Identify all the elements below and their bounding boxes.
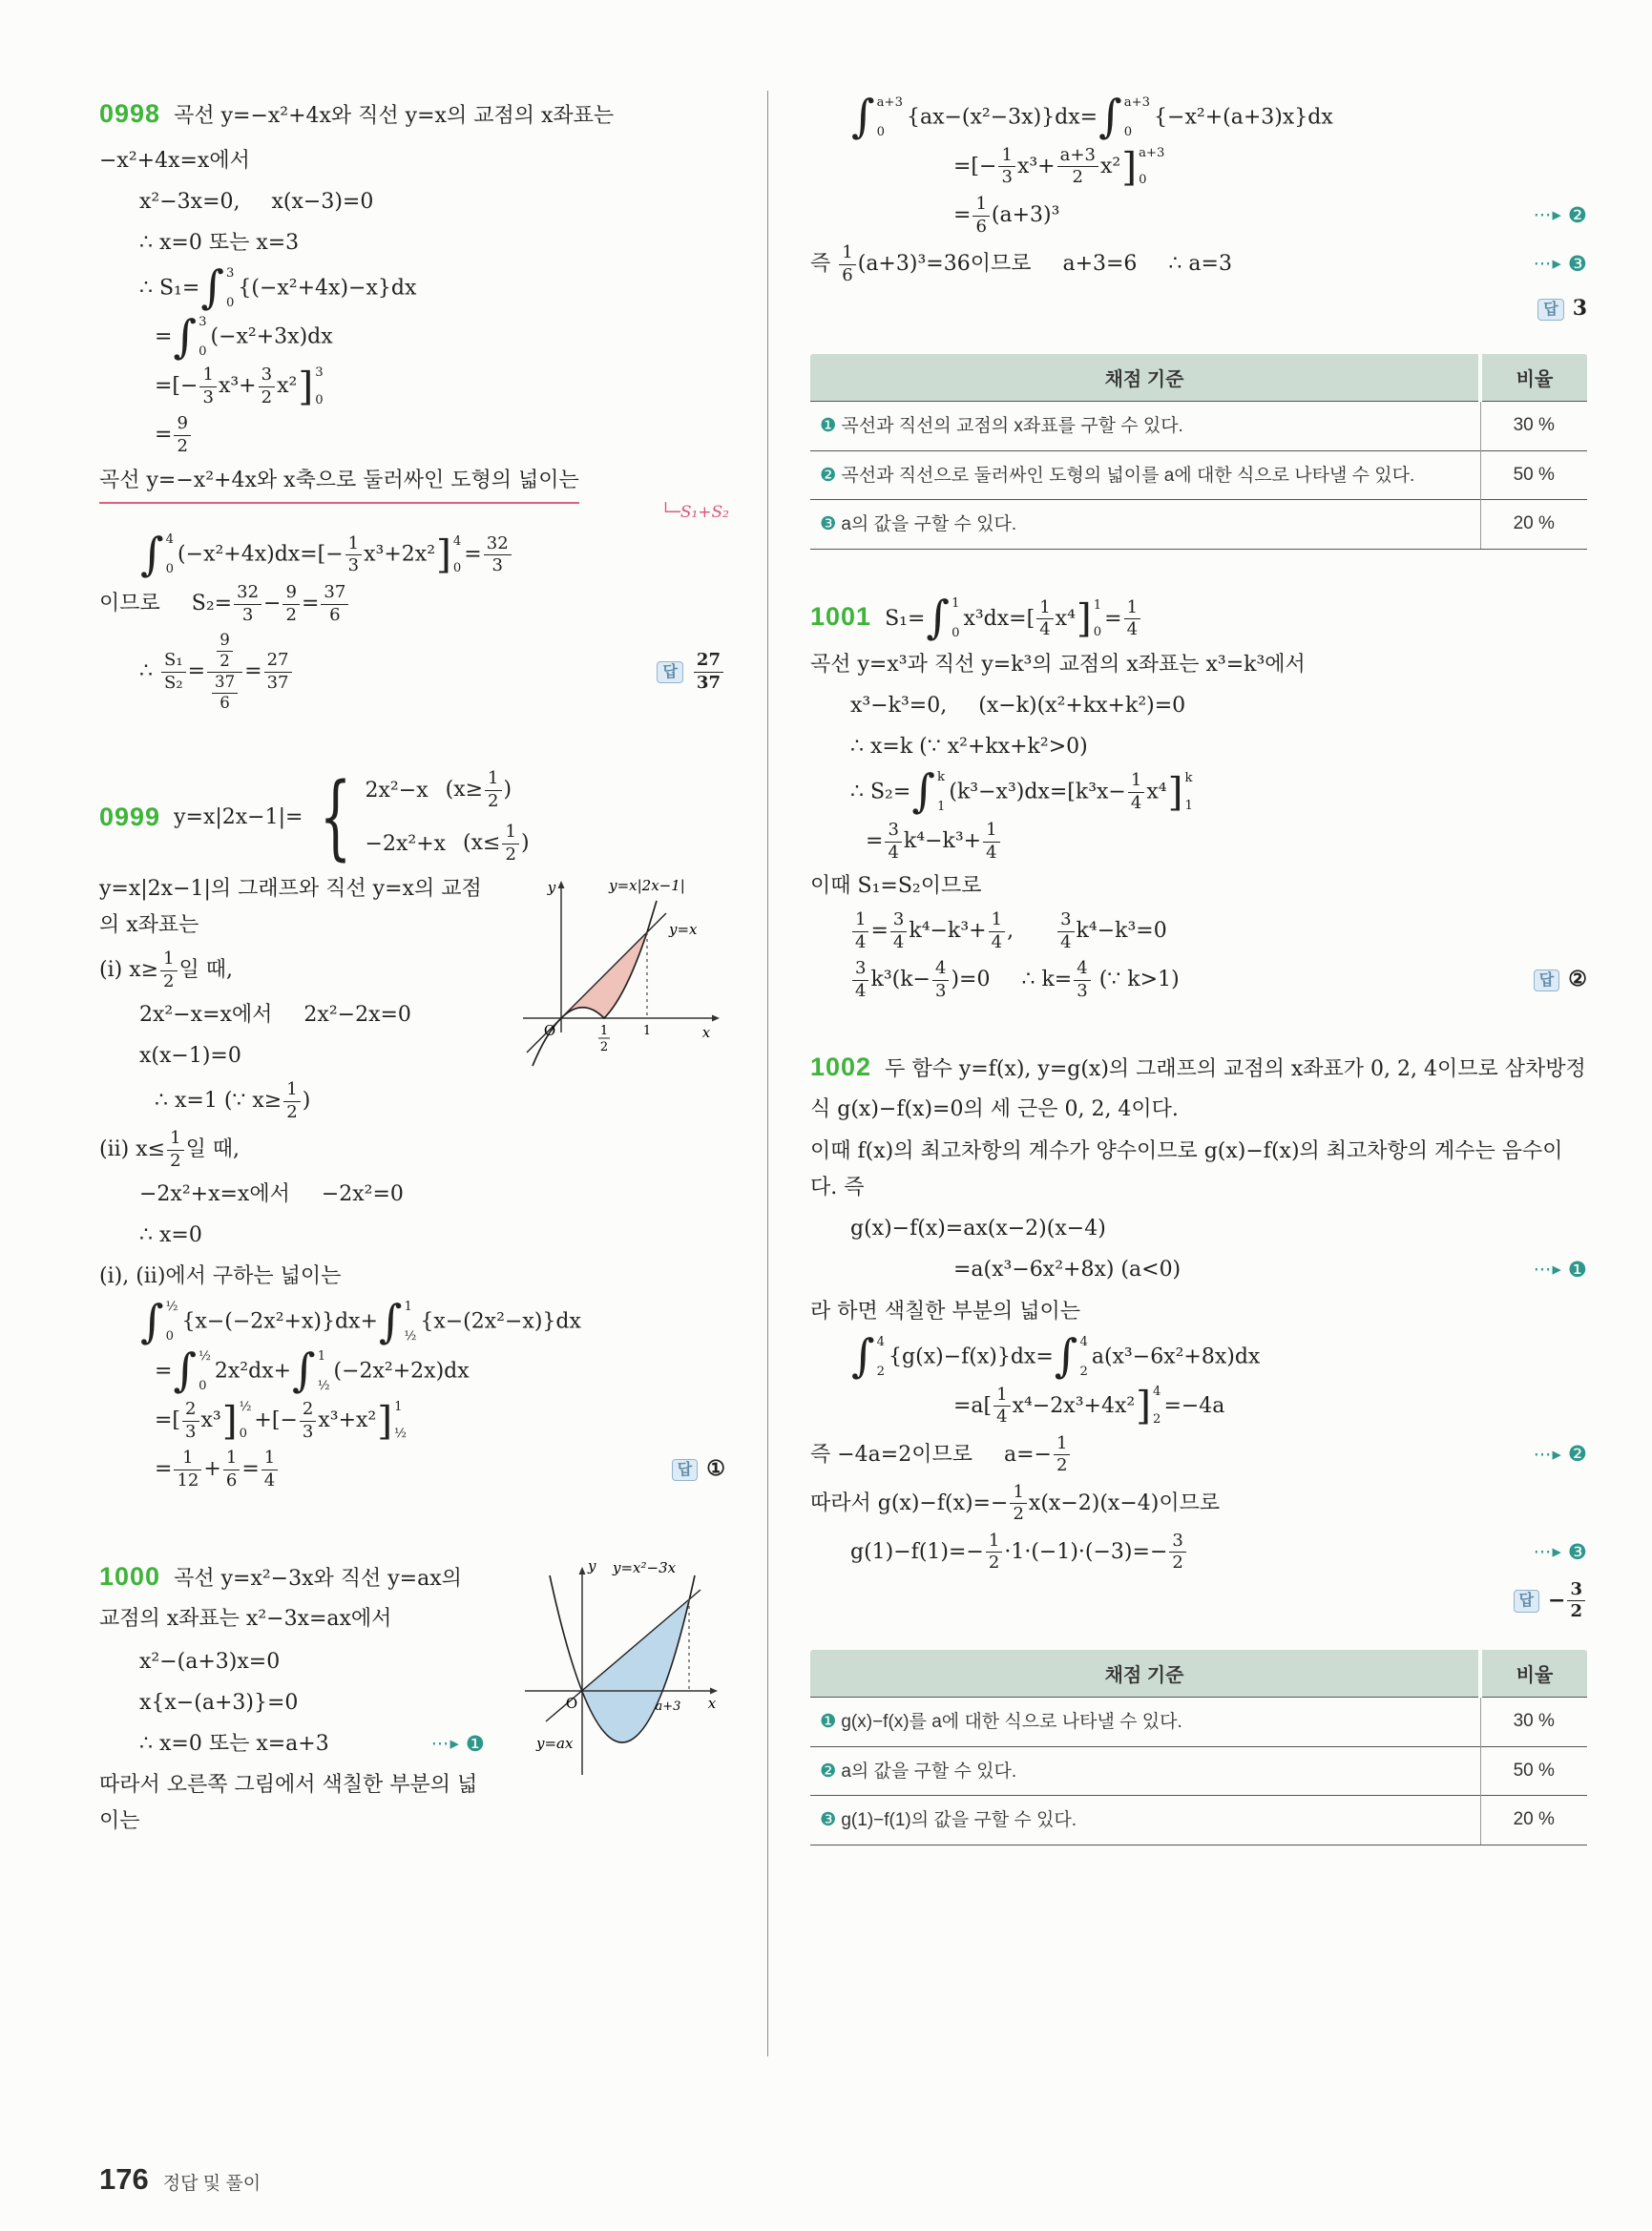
grading-table-header [810,354,1587,402]
line-text: −x²+4x=x에서 [99,148,250,173]
solution-line [810,242,1587,286]
footer-label: 정답 및 풀이 [162,2174,261,2194]
problem-number: 1001 [810,601,872,631]
line-text: 즉 $\frac{1}{6}$ (a+3)³=36이므로 a+3=6 ∴ a=3 [810,242,1232,285]
solution-line [139,1685,485,1721]
answer [1500,1579,1587,1623]
svg-text:y=ax: y=ax [536,1735,574,1753]
ratio-cell: 30 % [1480,402,1587,451]
problem-0999 [99,762,725,1496]
svg-text:2: 2 [599,1040,609,1055]
figure-0999-graph [504,875,725,1074]
solution-line [139,528,725,581]
solution-line [155,1399,725,1443]
problem-0999-heading [99,762,725,870]
step-number-icon: ❸ [1567,251,1587,277]
svg-text:x: x [707,1695,717,1713]
problem-1000 [99,1553,725,1844]
criteria-row [810,450,1587,500]
solution-lines [99,143,729,714]
line-text: x{x−(a+3)}=0 [139,1690,299,1715]
problem-number: 1002 [810,1053,872,1082]
step-number-icon: ❷ [820,1759,837,1782]
region-annotation: └─ S₁+S₂ [660,499,729,527]
step-number-icon: ❸ [1567,1539,1587,1565]
solution-line [99,1767,485,1840]
line-text: −2x²+x=x에서 −2x²=0 [139,1182,404,1207]
solution-line [850,909,1587,953]
step-number-icon: ❷ [1567,202,1587,228]
step-number-icon: ❶ [465,1731,485,1757]
solution-line [810,1579,1587,1623]
solution-line [810,647,1587,683]
line-text: ∴ S₁= ∫ 3 0 {(−x²+4x)−x}dx [139,261,417,314]
grading-table-1002 [810,1650,1587,1845]
solution-line [953,1252,1587,1289]
step-number-icon: ❷ [1567,1442,1587,1468]
answer [1524,291,1587,327]
criteria-row [810,402,1587,451]
solution-line [139,997,492,1033]
line-text: 이때 S₁=S₂이므로 [810,874,982,899]
problem-0998 [99,91,729,713]
solution-line [810,1482,1587,1526]
solution-line [810,291,1587,327]
step-number-icon: ❸ [820,1808,837,1831]
line-text: 이때 f(x)의 최고차항의 계수가 양수이므로 g(x)−f(x)의 최고차항의 계수는 음수이다. 즉 [810,1139,1563,1200]
criteria-cell: ❶ g(x)−f(x)를 a에 대한 식으로 나타낼 수 있다. [810,1698,1480,1747]
answer [1520,962,1587,998]
line-text: x³−k³=0, (x−k)(x²+kx+k²)=0 [850,694,1186,719]
solution-line [139,225,725,261]
step-dots: ⋯▸ [1533,1444,1562,1465]
solution-line [850,729,1587,765]
criteria-cell: ❷ a의 값을 구할 수 있다. [810,1746,1480,1796]
solution-line [850,688,1587,724]
solution-line [850,958,1587,1002]
ratio-cell: 50 % [1480,450,1587,500]
line-text: ∫ 4 0 (−x²+4x)dx=[− $\frac{1}{3}$ x³+2x² ] 4 0 = $\frac{32}{3}$ [139,532,725,577]
svg-text:x: x [701,1024,711,1042]
step-dots: ⋯▸ [1533,1260,1562,1281]
solution-line [810,1134,1587,1206]
step-dots: ⋯▸ [1533,204,1562,225]
line-text: 따라서 오른쪽 그림에서 색칠한 부분의 넓이는 [99,1773,478,1833]
line-text: = $\frac{9}{2}$ [155,413,725,457]
case-top-cond: (x≥ $\frac{1}{2}$ ) [445,768,512,811]
problem-1000-continued [810,91,1587,550]
criteria-cell: ❶ 곡선과 직선의 교점의 x좌표를 구할 수 있다. [810,402,1480,451]
step-dots: ⋯▸ [430,1733,460,1754]
step-dots: ⋯▸ [1533,1541,1562,1562]
answer [659,1451,725,1488]
solution-line [139,1644,485,1680]
svg-text:1: 1 [642,1024,652,1039]
grading-table-1000 [810,354,1587,550]
solution-line [810,868,1587,905]
solution-line [850,1329,1587,1383]
solution-line [139,1038,492,1074]
criteria-row [810,500,1587,550]
line-text: =[− $\frac{1}{3}$ x³+ $\frac{a+3}{2}$ x² ] a+3 0 [953,143,1165,190]
line-text: ∴ $\frac{\text{S₁}}{\text{S₂}}$ = $\frac{\frac{9}{2}}{\frac{37}{6}}$ = $\frac{27}{37}$ [139,631,643,713]
criteria-cell: ❷ 곡선과 직선으로 둘러싸인 도형의 넓이를 a에 대한 식으로 나타낼 수 있다. [810,450,1480,500]
answer-badge-icon: 답 [672,1459,698,1481]
line-text: $\frac{1}{4}$ = $\frac{3}{4}$ k⁴−k³+ $\frac{1}{4}$ , $\frac{3}{4}$ k⁴−k³=0 [850,909,1587,953]
answer-value: ② [1568,967,1587,992]
problem-number: 0999 [99,803,161,832]
problem-intro: 곡선 y=−x²+4x와 직선 y=x의 교점의 x좌표는 [174,104,615,128]
criteria-row [810,1746,1587,1796]
ratio-cell: 50 % [1480,1746,1587,1796]
case-bottom-expr: −2x²+x [365,831,447,856]
solution-lines [810,91,1587,327]
solution-line [139,261,725,314]
line-text: $\frac{3}{4}$ k³(k− $\frac{4}{3}$ )=0 ∴ k= $\frac{4}{3}$ (∵ k>1) [850,958,1520,1002]
problem-number: 1000 [99,1562,161,1592]
line-text: =[ $\frac{2}{3}$ x³ ] ½ 0 +[− $\frac{2}{3}$ x³+x² ] 1 ½ [155,1397,407,1444]
criteria-cell: ❸ g(1)−f(1)의 값을 구할 수 있다. [810,1796,1480,1845]
solution-line [850,91,1587,144]
problem-intro: 두 함수 y=f(x), y=g(x)의 그래프의 교점의 x좌표가 0, 2, 4이므로 삼차방정식 g(x)−f(x)=0의 세 근은 0, 2, 4이다. [810,1057,1586,1121]
svg-text:O: O [543,1022,556,1040]
solution-line [155,413,725,457]
case-bottom-cond: (x≤ $\frac{1}{2}$ ) [463,822,530,865]
line-text: ∴ x=0 또는 x=a+3 [139,1731,329,1756]
cases-brace: { [320,762,352,870]
svg-text:1: 1 [599,1024,609,1039]
line-text: g(x)−f(x)=ax(x−2)(x−4) [850,1217,1106,1241]
solution-line [99,463,729,523]
answer-value: − $\frac{3}{2}$ [1548,1579,1587,1623]
line-text: x²−3x=0, x(x−3)=0 [139,189,374,214]
step-number-icon: ❶ [820,414,837,437]
solution-line [139,1295,725,1348]
problem-intro: y=x|2x−1|= [174,804,303,829]
line-text: 라 하면 색칠한 부분의 넓이는 [810,1299,1080,1324]
criteria-header: 채점 기준 [810,354,1480,402]
line-text: 곡선 y=−x²+4x와 x축으로 둘러싸인 도형의 넓이는 [99,463,579,505]
solution-line [953,145,1587,189]
line-text: ∴ x=k (∵ x²+kx+k²>0) [850,735,1088,760]
solution-line [99,871,492,944]
answer [643,650,725,694]
criteria-row [810,1796,1587,1845]
answer-value: ① [706,1456,725,1482]
line-text: ∫ ½ 0 {x−(−2x²+x)}dx+ ∫ 1 ½ {x−(2x²−x)}dx [140,1295,581,1348]
svg-text:y: y [547,879,556,897]
step-number-icon: ❶ [1567,1258,1587,1283]
problem-1001 [810,594,1587,1003]
solution-line [139,1177,725,1213]
line-text: = ∫ 3 0 (−x²+3x)dx [155,310,333,364]
line-text: y=x|2x−1|의 그래프와 직선 y=x의 교점의 x좌표는 [99,877,482,938]
svg-text:y=x²−3x: y=x²−3x [613,1559,677,1577]
right-column [767,91,1587,2056]
answer-value: $\frac{27}{37}$ [692,650,725,694]
ratio-header: 비율 [1480,1650,1587,1698]
line-text: (ii) x≤ $\frac{1}{2}$ 일 때, [99,1128,240,1171]
ratio-cell: 20 % [1480,500,1587,550]
line-text: (i) x≥ $\frac{1}{2}$ 일 때, [99,949,234,991]
svg-text:y=x|2x−1|: y=x|2x−1| [609,877,685,895]
ratio-cell: 30 % [1480,1698,1587,1747]
problem-intro: S₁= ∫ 1 0 x³dx=[ $\frac{1}{4}$ x⁴ ] 1 0 = $\frac{1}{4}$ [885,607,1142,631]
line-text: ∫ 4 2 {g(x)−f(x)}dx= ∫ 4 2 a(x³−6x²+8x)dx [851,1329,1261,1383]
solution-line [99,1259,725,1295]
solution-line [953,194,1587,238]
line-text: = $\frac{1}{6}$ (a+3)³ [953,193,1060,237]
solution-line [810,1294,1587,1330]
answer-badge-icon: 답 [1514,1590,1539,1612]
answer-badge-icon: 답 [1537,299,1563,321]
line-text: = $\frac{3}{4}$ k⁴−k³+ $\frac{1}{4}$ [866,820,1587,864]
solution-line [866,820,1587,864]
solution-line [850,765,1587,819]
solution-line [139,631,725,713]
line-text: ∴ x=1 (∵ x≥ $\frac{1}{2}$ ) [155,1079,311,1122]
criteria-cell: ❸ a의 값을 구할 수 있다. [810,500,1480,550]
answer-badge-icon: 답 [1534,970,1559,991]
solution-line [99,143,725,179]
problem-1001-heading [810,592,1587,645]
solution-line [155,1345,725,1398]
line-text: ∴ x=0 또는 x=3 [139,230,300,255]
svg-text:O: O [565,1695,578,1713]
solution-line [850,1211,1587,1247]
line-text: =a[ $\frac{1}{4}$ x⁴−2x³+4x² ] 4 2 =−4a [953,1383,1225,1429]
answer-value: 3 [1572,296,1587,322]
solution-line [155,365,725,408]
figure-1000-graph [496,1557,725,1798]
line-text: 이므로 S₂= $\frac{32}{3}$ − $\frac{9}{2}$ = $\frac{37}{6}$ [99,582,725,626]
problem-0998-heading [99,91,725,137]
problem-number: 0998 [99,99,161,128]
line-text: = $\frac{1}{12}$ + $\frac{1}{6}$ = $\frac{1}{4}$ [155,1448,659,1491]
solution-line [139,1726,485,1763]
solution-line [139,184,725,220]
solution-line [810,1433,1587,1477]
line-text: 즉 −4a=2이므로 a=− $\frac{1}{2}$ [810,1433,1520,1477]
solution-line [139,1218,725,1254]
line-text: 2x²−x=x에서 2x²−2x=0 [139,1003,411,1028]
curve-y-x-abs [533,901,657,1066]
line-text: =a(x³−6x²+8x) (a<0) [953,1258,1181,1282]
step-dots: ⋯▸ [1533,254,1562,275]
line-text: 따라서 g(x)−f(x)=− $\frac{1}{2}$ x(x−2)(x−4)이므로 [810,1481,1221,1525]
svg-text:y: y [588,1557,596,1575]
solution-line [155,310,725,364]
solution-line [99,1128,725,1172]
solution-lines [810,1134,1587,1623]
solution-line [953,1385,1587,1428]
line-text: ∴ x=0 [139,1223,202,1248]
line-text: = ∫ ½ 0 2x²dx+ ∫ 1 ½ (−2x²+2x)dx [155,1345,470,1398]
answer-badge-icon: 답 [657,661,682,683]
line-text: (i), (ii)에서 구하는 넓이는 [99,1264,342,1289]
page-footer [99,2162,261,2197]
solution-line [155,1448,725,1491]
left-column [99,91,767,2196]
line-text: x(x−1)=0 [139,1044,241,1069]
two-column-layout [99,91,1587,2196]
problem-1002-heading [810,1044,1587,1128]
line-text: =[− $\frac{1}{3}$ x³+ $\frac{3}{2}$ x² ] 3 0 [155,364,324,410]
step-number-icon: ❸ [820,512,837,535]
line-text: g(1)−f(1)=− $\frac{1}{2}$ ·1·(−1)·(−3)=− $\frac{3}{2}$ [850,1531,1520,1574]
criteria-row [810,1698,1587,1747]
solution-lines [810,647,1587,1002]
solution-line [850,1531,1587,1574]
solution-line [99,949,492,992]
shaded-region-blue [582,1599,689,1742]
case-top-expr: 2x²−x [365,778,429,803]
problem-1002 [810,1044,1587,1845]
step-number-icon: ❷ [820,463,837,486]
grading-table-header [810,1650,1587,1698]
solution-line [99,582,725,626]
ratio-header: 비율 [1480,354,1587,402]
problem-intro: 곡선 y=x²−3x와 직선 y=ax의 교점의 x좌표는 x²−3x=ax에서 [99,1567,462,1631]
page-number: 176 [99,2162,149,2196]
line-text: x²−(a+3)x=0 [139,1649,281,1674]
step-number-icon: ❶ [820,1710,837,1733]
piecewise-cases [306,762,530,870]
svg-text:y=x: y=x [669,921,698,939]
svg-text:a+3: a+3 [655,1699,681,1715]
line-text: ∫ a+3 0 {ax−(x²−3x)}dx= ∫ a+3 0 {−x²+(a+3)x}dx [851,91,1333,144]
line-text: ∴ S₂= ∫ k 1 (k³−x³)dx=[k³x− $\frac{1}{4}$ x⁴ ] k 1 [850,765,1193,819]
criteria-header: 채점 기준 [810,1650,1480,1698]
line-text: 곡선 y=x³과 직선 y=k³의 교점의 x좌표는 x³=k³에서 [810,653,1306,678]
solution-line [155,1079,492,1123]
ratio-cell: 20 % [1480,1796,1587,1845]
